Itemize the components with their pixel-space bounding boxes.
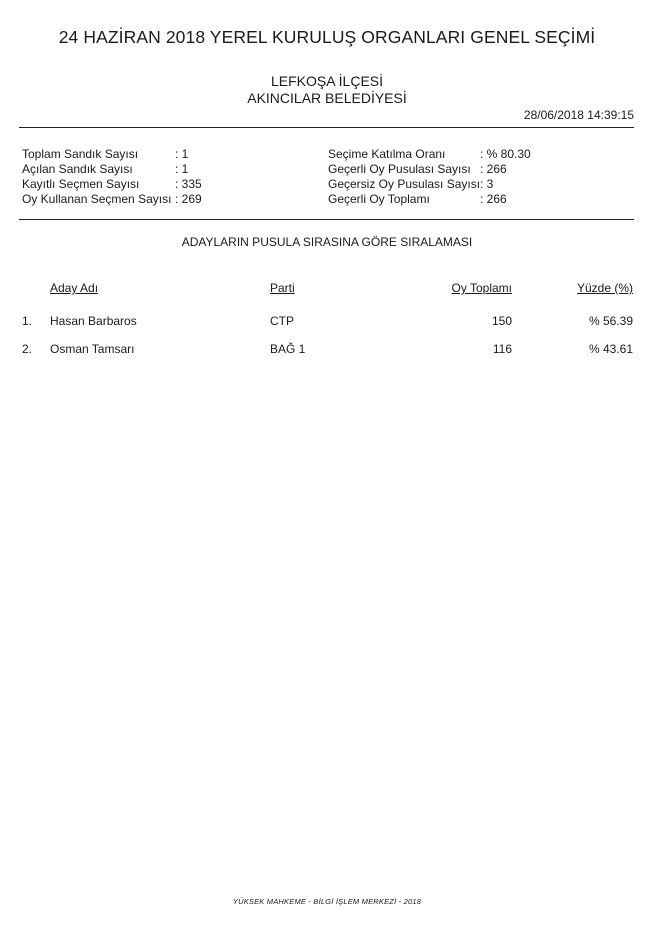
stat-value: : 1 xyxy=(175,162,189,176)
report-timestamp: 28/06/2018 14:39:15 xyxy=(523,108,634,122)
bottom-divider xyxy=(19,219,634,220)
municipality-name: AKINCILAR BELEDİYESİ xyxy=(247,90,407,106)
stat-value: : 266 xyxy=(480,192,507,206)
vote-total: 116 xyxy=(492,342,512,356)
vote-total: 150 xyxy=(491,314,512,328)
table-row xyxy=(0,342,654,358)
document-title: 24 HAZİRAN 2018 YEREL KURULUŞ ORGANLARI GENEL SEÇİMİ xyxy=(58,27,596,47)
stat-label: Geçerli Oy Pusulası Sayısı xyxy=(328,162,471,176)
stat-label: Kayıtlı Seçmen Sayısı xyxy=(22,177,140,191)
stat-label: Toplam Sandık Sayısı xyxy=(22,147,139,161)
row-number: 1. xyxy=(22,314,33,328)
candidate-name: Osman Tamsarı xyxy=(50,342,135,356)
stat-label: Geçerli Oy Toplamı xyxy=(328,192,430,206)
stat-value: : 3 xyxy=(480,177,494,191)
party-name: CTP xyxy=(270,314,294,328)
stat-value: : 1 xyxy=(175,147,189,161)
stat-value: : 266 xyxy=(480,162,507,176)
row-number: 2. xyxy=(22,342,33,356)
column-header-percent: Yüzde (%) xyxy=(576,281,633,295)
party-name: BAĞ 1 xyxy=(270,342,306,356)
page-footer: YÜKSEK MAHKEME - BİLGİ İŞLEM MERKEZİ - 2018 xyxy=(232,897,422,906)
stat-value: : 269 xyxy=(175,192,202,206)
candidate-name: Hasan Barbaros xyxy=(50,314,137,328)
vote-percent: % 43.61 xyxy=(588,342,633,356)
column-header-party: Parti xyxy=(270,281,295,295)
vote-percent: % 56.39 xyxy=(588,314,633,328)
column-header-name: Aday Adı xyxy=(50,281,99,295)
section-heading: ADAYLARIN PUSULA SIRASINA GÖRE SIRALAMASI xyxy=(181,235,473,249)
stat-value: : % 80.30 xyxy=(480,147,531,161)
table-row xyxy=(0,314,654,330)
district-name: LEFKOŞA İLÇESİ xyxy=(270,73,384,89)
column-header-votes: Oy Toplamı xyxy=(451,281,512,295)
stat-label: Açılan Sandık Sayısı xyxy=(22,162,133,176)
stat-label: Geçersiz Oy Pusulası Sayısı xyxy=(328,177,481,191)
stat-value: : 335 xyxy=(175,177,202,191)
stat-label: Oy Kullanan Seçmen Sayısı xyxy=(22,192,172,206)
top-divider xyxy=(19,127,634,128)
stat-label: Seçime Katılma Oranı xyxy=(328,147,446,161)
